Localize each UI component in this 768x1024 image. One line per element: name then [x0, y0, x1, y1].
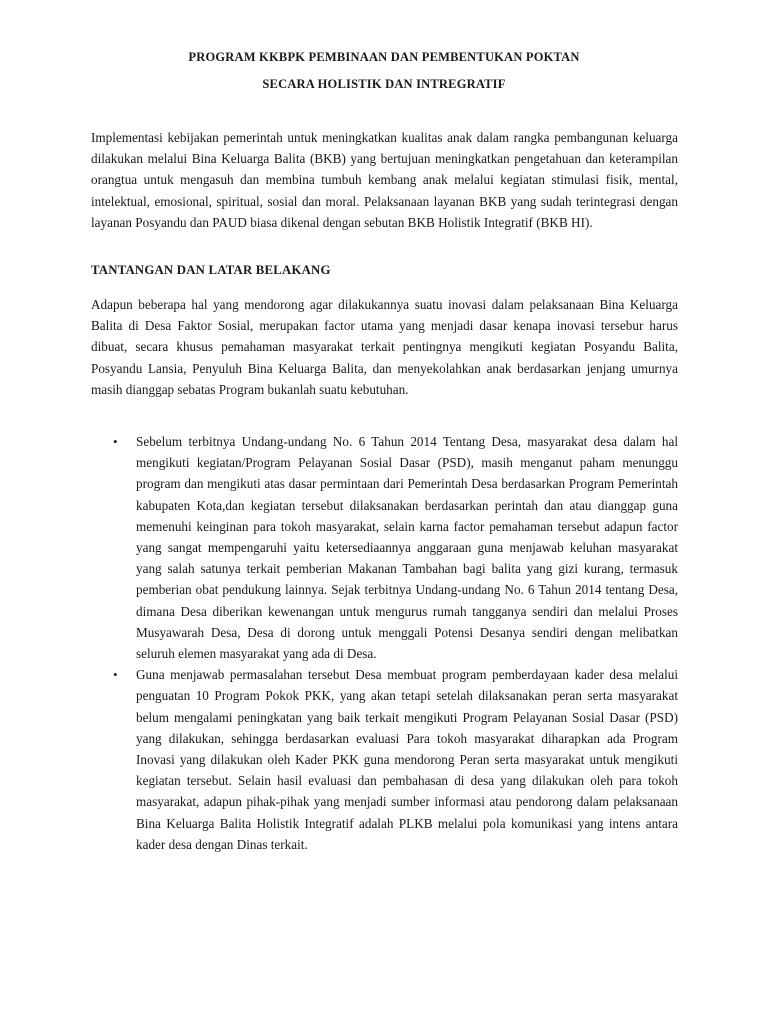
document-title-line-2: SECARA HOLISTIK DAN INTREGRATIF — [262, 77, 506, 91]
list-item — [91, 664, 678, 855]
background-paragraph: Adapun beberapa hal yang mendorong agar dilakukannya suatu inovasi dalam pelaksanaan Bina Keluarga Balita di Desa Faktor Sosial, merupakan factor utama yang menjadi dasar kenapa inovasi tersebur harus dibuat, secara khusus pemahaman masyarakat terkait pentingnya mengikuti kegiatan Posyandu Balita, Posyandu Lansia, Penyuluh Bina Keluarga Balita, dan menyekolahkan anak berdasarkan jenjang umurnya masih dianggap sebatas Program bukanlah suatu kebutuhan. — [91, 297, 678, 397]
intro-paragraph: Implementasi kebijakan pemerintah untuk meningkatkan kualitas anak dalam rangka pembangunan keluarga dilakukan melalui Bina Keluarga Balita (BKB) yang bertujuan meningkatkan pengetahuan dan keterampilan orangtua untuk mengasuh dan membina tumbuh kembang anak melalui kegiatan stimulasi fisik, mental, intelektual, emosional, spiritual, sosial dan moral. Pelaksanaan layanan BKB yang sudah terintegrasi dengan layanan Posyandu dan PAUD biasa dikenal dengan sebutan BKB Holistik Integratif (BKB HI). — [91, 130, 678, 230]
list-item — [91, 431, 678, 664]
bullet-text: Sebelum terbitnya Undang-undang No. 6 Tahun 2014 Tentang Desa, masyarakat desa dalam hal mengikuti kegiatan/Program Pelayanan Sosial Dasar (PSD), masih menganut paham menunggu program dan mengikuti atas dasar permintaan dari Pemerintah Desa berdasarkan Program Pemerintah kabupaten Kota,dan kegiatan tersebut dilaksanakan berdasarkan perintah dan atau dianggap guna memenuhi keinginan para tokoh masyarakat, selain karna factor pemahaman tersebut adapun factor yang sangat mempengaruhi yaitu ketersediaannya anggaraan guna menjawab keluhan masyarakat yang salah satunya terkait pemberian Makanan Tambahan bagi balita yang gizi kurang, termasuk pemberian obat pendukung lainnya. Sejak terbitnya Undang-undang No. 6 Tahun 2014 tentang Desa, dimana Desa diberikan kewenangan untuk mengurus rumah tangganya sendiri dan melalui Proses Musyawarah Desa, Desa di dorong untuk menggali Potensi Desanya sendiri dengan melibatkan seluruh elemen masyarakat yang ada di Desa. — [136, 434, 678, 662]
bullet-icon: • — [113, 667, 118, 683]
section-heading: TANTANGAN DAN LATAR BELAKANG — [91, 263, 331, 277]
bullet-icon: • — [113, 434, 118, 449]
bullet-list — [91, 431, 678, 855]
bullet-text: Guna menjawab permasalahan tersebut Desa membuat program pemberdayaan kader desa melalui penguatan 10 Program Pokok PKK, yang akan tetapi setelah dilaksanakan peran serta masyarakat belum mengalami peningkatan yang baik terkait mengikuti Program Pelayanan Sosial Dasar (PSD) yang dilakukan, sehingga berdasarkan evaluasi Para tokoh masyarakat diharapkan ada Program Inovasi yang dilakukan oleh Kader PKK guna mendorong Peran serta masyarakat untuk mengikuti kegiatan tersebut. Selain hasil evaluasi dan pembahasan di desa yang dilakukan oleh para tokoh masyarakat, adapun pihak-pihak yang menjadi sumber informasi atau pendorong dalam pelaksanaan Bina Keluarga Balita Holistik Integratif adalah PLKB melalui pola komunikasi yang intens antara kader desa dengan Dinas terkait. — [136, 667, 678, 852]
document-title-line-1: PROGRAM KKBPK PEMBINAAN DAN PEMBENTUKAN POKTAN — [188, 50, 580, 64]
